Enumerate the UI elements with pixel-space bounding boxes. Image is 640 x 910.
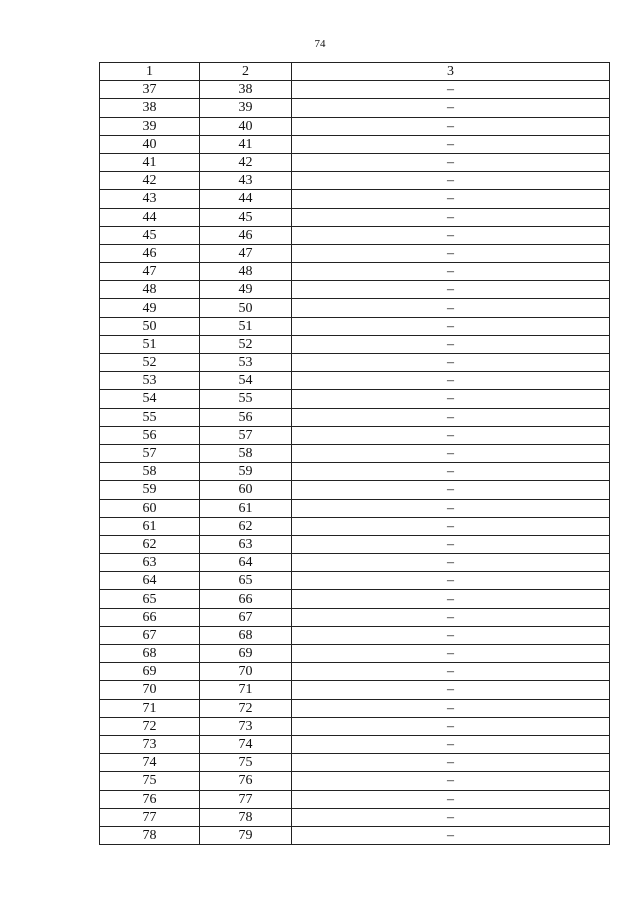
table-row [100, 754, 610, 772]
table-cell-col-1: 59 [100, 481, 200, 499]
table-cell-col-2: 45 [200, 208, 292, 226]
table-cell-col-2: 48 [200, 263, 292, 281]
table-cell-col-2: 64 [200, 554, 292, 572]
table-cell-col-2: 55 [200, 390, 292, 408]
table-row [100, 681, 610, 699]
table-cell-col-1: 42 [100, 172, 200, 190]
table-cell-col-3: – [292, 790, 610, 808]
table-cell-col-1: 46 [100, 244, 200, 262]
table-row [100, 354, 610, 372]
table-row [100, 208, 610, 226]
table-cell-col-1: 61 [100, 517, 200, 535]
table-cell-col-1: 41 [100, 153, 200, 171]
table-row [100, 135, 610, 153]
table-cell-col-3: – [292, 572, 610, 590]
table-row [100, 735, 610, 753]
table-row [100, 535, 610, 553]
table-cell-col-2: 42 [200, 153, 292, 171]
table-cell-col-3: – [292, 626, 610, 644]
table-cell-col-2: 41 [200, 135, 292, 153]
table-row [100, 426, 610, 444]
table-row [100, 481, 610, 499]
table-cell-col-3: – [292, 699, 610, 717]
table-row [100, 717, 610, 735]
table-cell-col-2: 72 [200, 699, 292, 717]
table-cell-col-3: – [292, 826, 610, 844]
table-cell-col-2: 63 [200, 535, 292, 553]
table-cell-col-2: 69 [200, 645, 292, 663]
table-cell-col-2: 40 [200, 117, 292, 135]
table-cell-col-1: 38 [100, 99, 200, 117]
table-row [100, 372, 610, 390]
table-cell-col-1: 43 [100, 190, 200, 208]
table-cell-col-3: – [292, 499, 610, 517]
table-row [100, 444, 610, 462]
table-cell-col-2: 68 [200, 626, 292, 644]
table-header [100, 63, 610, 81]
table-row [100, 808, 610, 826]
table-cell-col-2: 46 [200, 226, 292, 244]
page-number: 74 [314, 38, 326, 50]
table-cell-col-1: 62 [100, 535, 200, 553]
table-cell-col-2: 77 [200, 790, 292, 808]
table-cell-col-1: 69 [100, 663, 200, 681]
table-cell-col-1: 57 [100, 444, 200, 462]
table-cell-col-2: 56 [200, 408, 292, 426]
table-cell-col-3: – [292, 372, 610, 390]
table-cell-col-2: 38 [200, 81, 292, 99]
table-cell-col-1: 74 [100, 754, 200, 772]
table-cell-col-3: – [292, 354, 610, 372]
table-body [100, 81, 610, 845]
table-row [100, 263, 610, 281]
table-row [100, 554, 610, 572]
table-cell-col-1: 53 [100, 372, 200, 390]
table-cell-col-1: 45 [100, 226, 200, 244]
table-row [100, 572, 610, 590]
table-cell-col-1: 55 [100, 408, 200, 426]
table-cell-col-1: 68 [100, 645, 200, 663]
table-cell-col-1: 71 [100, 699, 200, 717]
table-row [100, 772, 610, 790]
table-cell-col-1: 52 [100, 354, 200, 372]
table-cell-col-1: 70 [100, 681, 200, 699]
table-row [100, 299, 610, 317]
table-row [100, 172, 610, 190]
table-cell-col-1: 64 [100, 572, 200, 590]
table-cell-col-1: 39 [100, 117, 200, 135]
table-cell-col-2: 74 [200, 735, 292, 753]
table-row [100, 317, 610, 335]
table-cell-col-1: 72 [100, 717, 200, 735]
table-row [100, 117, 610, 135]
table-cell-col-3: – [292, 153, 610, 171]
table-cell-col-2: 52 [200, 335, 292, 353]
table-row [100, 608, 610, 626]
table-cell-col-2: 44 [200, 190, 292, 208]
table-cell-col-2: 76 [200, 772, 292, 790]
table-row [100, 626, 610, 644]
table-cell-col-3: – [292, 408, 610, 426]
table-cell-col-3: – [292, 263, 610, 281]
table-cell-col-3: – [292, 208, 610, 226]
table-cell-col-2: 62 [200, 517, 292, 535]
table-row [100, 335, 610, 353]
column-header-1: 1 [100, 63, 200, 81]
table-cell-col-1: 37 [100, 81, 200, 99]
column-header-3: 3 [292, 63, 610, 81]
table-row [100, 244, 610, 262]
table-cell-col-3: – [292, 426, 610, 444]
table-cell-col-3: – [292, 335, 610, 353]
table-row [100, 499, 610, 517]
table-row [100, 408, 610, 426]
table-cell-col-3: – [292, 517, 610, 535]
table-cell-col-2: 49 [200, 281, 292, 299]
table-cell-col-3: – [292, 754, 610, 772]
table-cell-col-3: – [292, 390, 610, 408]
table-cell-col-3: – [292, 481, 610, 499]
column-header-2: 2 [200, 63, 292, 81]
table-cell-col-2: 67 [200, 608, 292, 626]
table-cell-col-2: 47 [200, 244, 292, 262]
table-cell-col-1: 78 [100, 826, 200, 844]
table-cell-col-1: 54 [100, 390, 200, 408]
table-cell-col-3: – [292, 172, 610, 190]
table-row [100, 281, 610, 299]
table-cell-col-3: – [292, 645, 610, 663]
table-cell-col-3: – [292, 444, 610, 462]
table-cell-col-2: 39 [200, 99, 292, 117]
table-cell-col-1: 56 [100, 426, 200, 444]
table-cell-col-3: – [292, 463, 610, 481]
table-row [100, 99, 610, 117]
table-cell-col-1: 77 [100, 808, 200, 826]
table-cell-col-3: – [292, 554, 610, 572]
table-cell-col-3: – [292, 717, 610, 735]
table-cell-col-2: 73 [200, 717, 292, 735]
table-row [100, 826, 610, 844]
table-row [100, 463, 610, 481]
table-cell-col-3: – [292, 317, 610, 335]
table-cell-col-3: – [292, 99, 610, 117]
table-cell-col-2: 54 [200, 372, 292, 390]
table-row [100, 790, 610, 808]
table-row [100, 645, 610, 663]
table-cell-col-3: – [292, 81, 610, 99]
table-row [100, 590, 610, 608]
table-cell-col-3: – [292, 135, 610, 153]
table-row [100, 517, 610, 535]
table-cell-col-1: 50 [100, 317, 200, 335]
table-cell-col-1: 73 [100, 735, 200, 753]
table-cell-col-2: 71 [200, 681, 292, 699]
table-cell-col-3: – [292, 735, 610, 753]
table-cell-col-3: – [292, 663, 610, 681]
table-cell-col-2: 57 [200, 426, 292, 444]
table-cell-col-2: 50 [200, 299, 292, 317]
table-cell-col-3: – [292, 772, 610, 790]
table-cell-col-3: – [292, 608, 610, 626]
table-cell-col-1: 76 [100, 790, 200, 808]
table-row [100, 153, 610, 171]
table-cell-col-1: 66 [100, 608, 200, 626]
table-cell-col-1: 65 [100, 590, 200, 608]
table-cell-col-2: 78 [200, 808, 292, 826]
table-cell-col-1: 67 [100, 626, 200, 644]
table-cell-col-3: – [292, 226, 610, 244]
table-cell-col-3: – [292, 681, 610, 699]
table-cell-col-2: 70 [200, 663, 292, 681]
table-row [100, 190, 610, 208]
table-row [100, 390, 610, 408]
table-cell-col-3: – [292, 244, 610, 262]
table-cell-col-2: 79 [200, 826, 292, 844]
table-cell-col-2: 58 [200, 444, 292, 462]
table-cell-col-2: 75 [200, 754, 292, 772]
table-cell-col-2: 66 [200, 590, 292, 608]
data-table [99, 62, 610, 845]
table-cell-col-3: – [292, 281, 610, 299]
table-row [100, 81, 610, 99]
table-cell-col-1: 58 [100, 463, 200, 481]
table-row [100, 226, 610, 244]
table-cell-col-2: 61 [200, 499, 292, 517]
table-cell-col-3: – [292, 535, 610, 553]
table-row [100, 699, 610, 717]
header-row [100, 63, 610, 81]
table-cell-col-3: – [292, 808, 610, 826]
table-cell-col-3: – [292, 117, 610, 135]
table-cell-col-1: 63 [100, 554, 200, 572]
table-cell-col-3: – [292, 590, 610, 608]
table-cell-col-2: 59 [200, 463, 292, 481]
table-cell-col-1: 48 [100, 281, 200, 299]
table-cell-col-1: 49 [100, 299, 200, 317]
table-cell-col-3: – [292, 299, 610, 317]
table-cell-col-1: 75 [100, 772, 200, 790]
table-cell-col-2: 60 [200, 481, 292, 499]
table-cell-col-2: 43 [200, 172, 292, 190]
table-cell-col-2: 65 [200, 572, 292, 590]
table-cell-col-3: – [292, 190, 610, 208]
table-cell-col-1: 44 [100, 208, 200, 226]
table-row [100, 663, 610, 681]
table-cell-col-1: 47 [100, 263, 200, 281]
table-cell-col-1: 40 [100, 135, 200, 153]
table-cell-col-1: 60 [100, 499, 200, 517]
table-cell-col-2: 53 [200, 354, 292, 372]
table-cell-col-1: 51 [100, 335, 200, 353]
table-cell-col-2: 51 [200, 317, 292, 335]
